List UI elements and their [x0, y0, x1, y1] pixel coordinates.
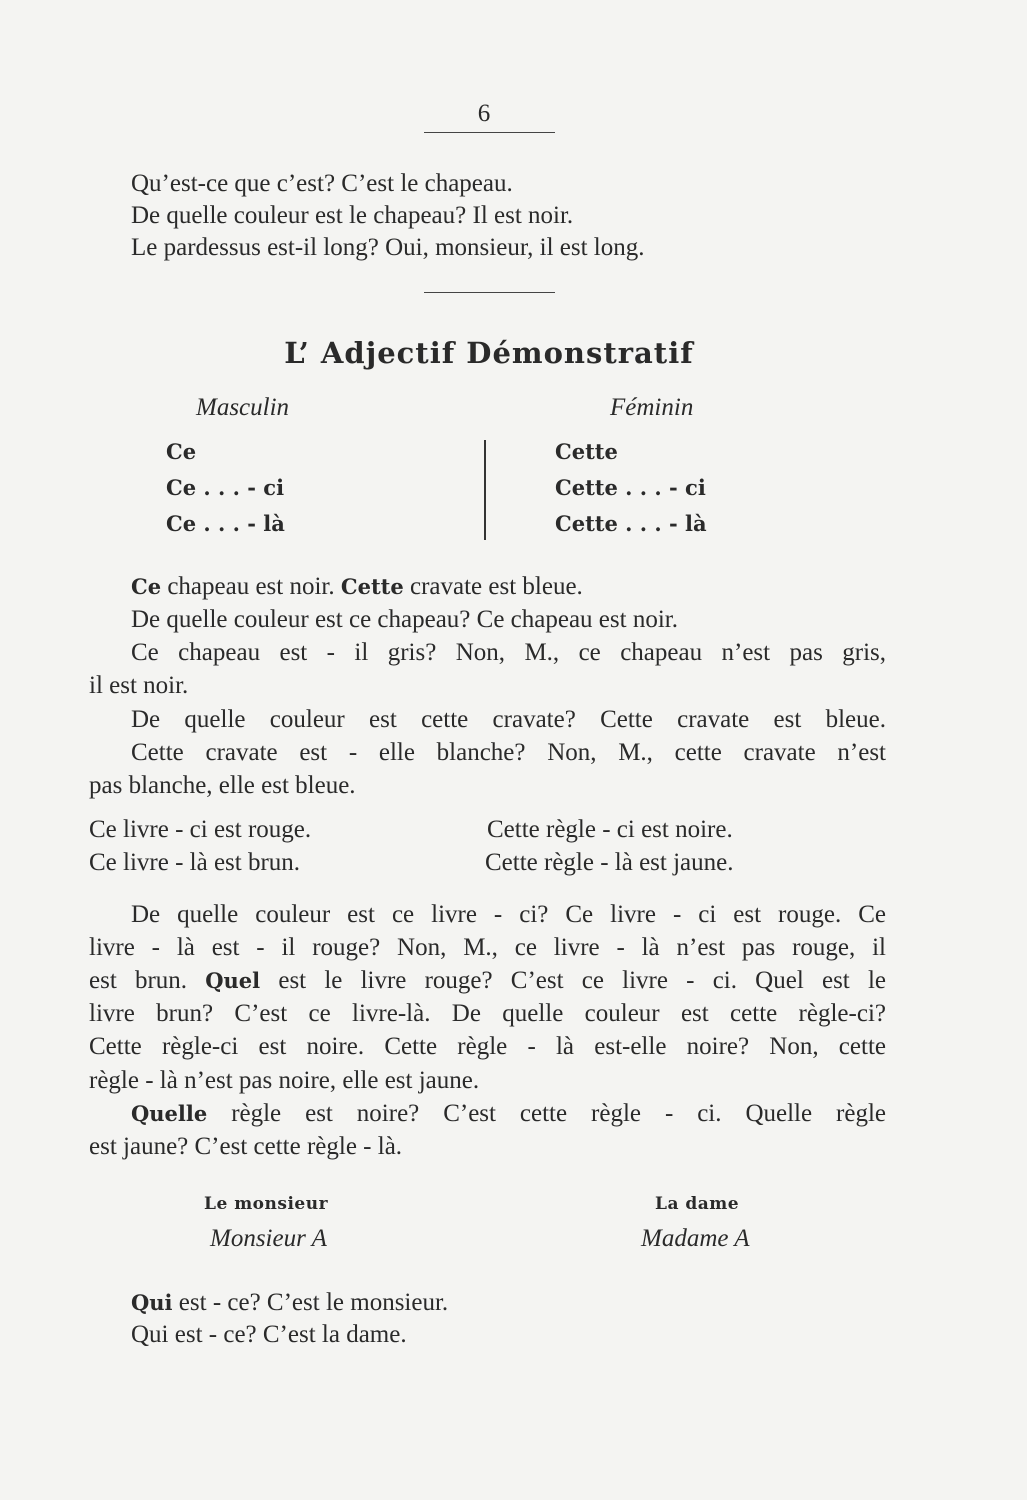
bold-quelle: Quelle	[131, 1101, 208, 1126]
feminin-heading: Féminin	[610, 394, 694, 421]
bold-qui: Qui	[131, 1290, 173, 1315]
monsieur-name: Monsieur A	[210, 1225, 327, 1252]
le-monsieur-heading: Le monsieur	[204, 1194, 329, 1214]
example-line-1	[131, 570, 583, 603]
example-line-3: Ce chapeau est - il gris? Non, M., ce chapeau n’est pas gris,	[131, 639, 886, 666]
pair-right-1: Cette règle - ci est noire.	[487, 816, 733, 843]
feminin-form-1: Cette	[555, 439, 618, 464]
feminin-form-3: Cette . . . - là	[555, 511, 707, 536]
paragraph1-line-6: règle - là n’est pas noire, elle est jaune.	[89, 1067, 480, 1094]
page-number: 6	[477, 100, 491, 127]
header-rule	[424, 132, 555, 133]
feminin-form-2: Cette . . . - ci	[555, 475, 706, 500]
bold-quel: Quel	[205, 968, 261, 993]
example-line-1-part-1: chapeau est noir.	[161, 573, 341, 600]
madame-name: Madame A	[641, 1225, 750, 1252]
bold-ce: Ce	[131, 574, 162, 599]
masculin-form-3: Ce . . . - là	[166, 511, 285, 536]
example-line-2: De quelle couleur est ce chapeau? Ce chapeau est noir.	[131, 606, 678, 633]
paragraph2-line-1-part: règle est noire? C’est cette règle - ci. Quelle règle	[207, 1100, 886, 1127]
paragraph1-line-1: De quelle couleur est ce livre - ci? Ce livre - ci est rouge. Ce	[131, 901, 886, 928]
qui-line-2: Qui est - ce? C’est la dame.	[131, 1321, 407, 1348]
paragraph1-line-4: livre brun? C’est ce livre-là. De quelle couleur est cette règle-ci?	[89, 1000, 886, 1027]
pair-left-2: Ce livre - là est brun.	[89, 849, 301, 876]
paragraph2-line-1	[131, 1097, 886, 1130]
paragraph1-line-5: Cette règle-ci est noire. Cette règle - là est-elle noire? Non, cette	[89, 1033, 886, 1060]
qui-line-1-part: est - ce? C’est le monsieur.	[172, 1289, 449, 1316]
qui-line-1	[131, 1286, 448, 1319]
section-rule	[424, 292, 555, 293]
masculin-heading: Masculin	[196, 394, 290, 421]
example-line-5: De quelle couleur est cette cravate? Cette cravate est bleue.	[131, 706, 886, 733]
table-divider	[484, 440, 486, 540]
example-line-7: pas blanche, elle est bleue.	[89, 772, 356, 799]
masculin-form-2: Ce . . . - ci	[166, 475, 285, 500]
pair-left-1: Ce livre - ci est rouge.	[89, 816, 312, 843]
la-dame-heading: La dame	[655, 1194, 740, 1214]
intro-line-3: Le pardessus est-il long? Oui, monsieur, il est long.	[131, 234, 645, 261]
paragraph1-line-2: livre - là est - il rouge? Non, M., ce livre - là n’est pas rouge, il	[89, 934, 886, 961]
section-title: L’ Adjectif Démonstratif	[284, 336, 694, 370]
masculin-form-1: Ce	[166, 439, 197, 464]
intro-line-2: De quelle couleur est le chapeau? Il est noir.	[131, 202, 574, 229]
paragraph1-line-3-part-1: est brun.	[89, 967, 206, 994]
paragraph1-line-3-part-2: est le livre rouge? C’est ce livre - ci. Quel est le	[260, 967, 886, 994]
bold-cette: Cette	[340, 574, 404, 599]
example-line-4: il est noir.	[89, 672, 189, 699]
paragraph1-line-3	[89, 964, 886, 997]
example-line-1-part-2: cravate est bleue.	[403, 573, 583, 600]
example-line-6: Cette cravate est - elle blanche? Non, M., cette cravate n’est	[131, 739, 886, 766]
paragraph2-line-2: est jaune? C’est cette règle - là.	[89, 1133, 403, 1160]
intro-line-1: Qu’est-ce que c’est? C’est le chapeau.	[131, 170, 513, 197]
pair-right-2: Cette règle - là est jaune.	[485, 849, 734, 876]
